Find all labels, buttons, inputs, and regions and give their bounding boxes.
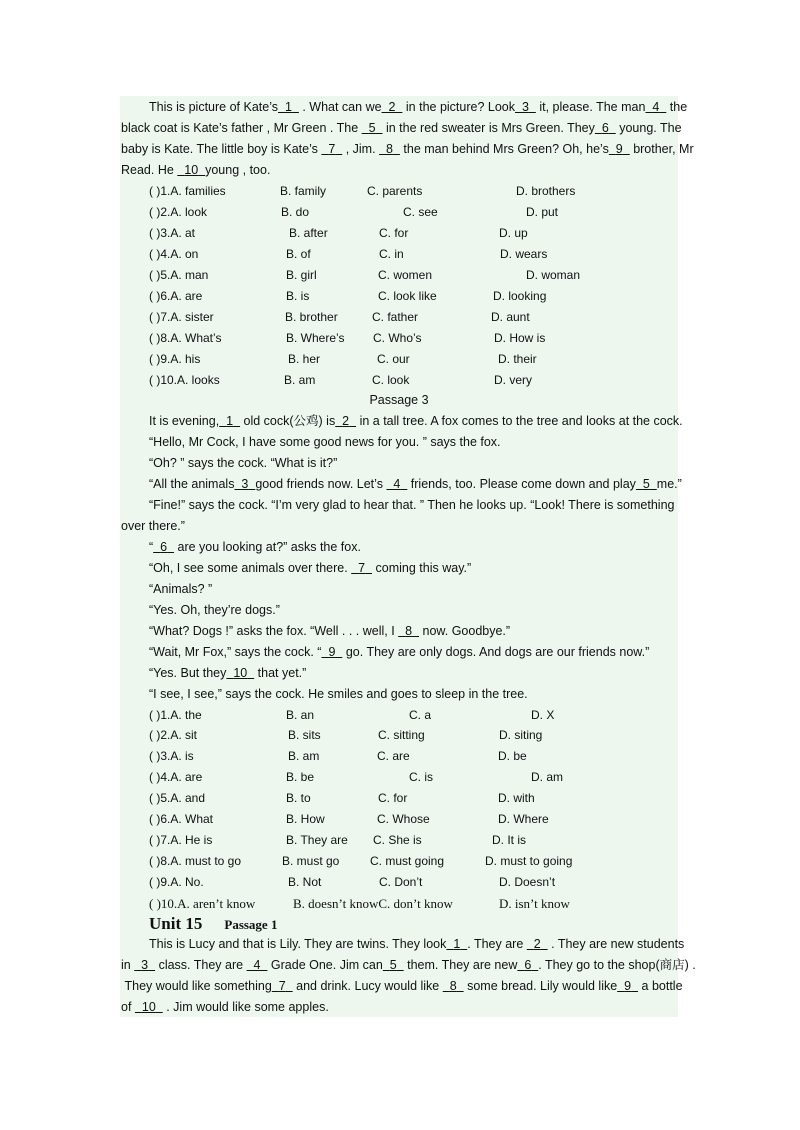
text: some bread. Lily would like [467, 979, 618, 993]
option-b: B. girl [286, 268, 317, 282]
question-row [121, 788, 677, 809]
text: This is picture of Kate’s [149, 100, 278, 114]
passage3-line-12 [121, 642, 677, 663]
question-row [121, 181, 677, 202]
text: . They are [467, 937, 524, 951]
blank-4: 4 [253, 958, 261, 972]
blank-7: 7 [278, 979, 286, 993]
question-row [121, 349, 677, 370]
blank-3: 3 [521, 100, 529, 114]
blank-2: 2 [533, 937, 541, 951]
text: are you looking at?” asks the fox. [177, 540, 361, 554]
passage3-line-3: “Oh? ” says the cock. “What is it?” [149, 456, 338, 470]
blank-5: 5 [389, 958, 397, 972]
option-d: D. X [531, 708, 555, 722]
blank-4: 4 [652, 100, 660, 114]
blank-8: 8 [405, 624, 413, 638]
option-a: ( )3.A. is [149, 749, 194, 763]
unit-heading [149, 912, 669, 936]
blank-9: 9 [615, 142, 623, 156]
passage3-line-4 [121, 474, 682, 495]
blank-10: 10 [184, 163, 199, 177]
option-d: D. wears [500, 247, 548, 261]
passage3-line-14: “I see, I see,” says the cock. He smiles and goes to sleep in the tree. [149, 687, 528, 701]
option-b: B. Where’s [286, 331, 345, 345]
option-a: ( )5.A. and [149, 791, 206, 805]
question-row [121, 851, 677, 872]
text: coming this way.” [375, 561, 472, 575]
option-c: C. for [378, 791, 408, 805]
option-c: C. our [377, 352, 410, 366]
text: friends, too. Please come down and play [410, 477, 636, 491]
blank-4: 4 [393, 477, 401, 491]
option-c: C. for [379, 226, 409, 240]
option-b: B. an [286, 708, 315, 722]
passage-title: Passage 3 [369, 393, 429, 407]
option-c: C. a [409, 708, 432, 722]
text: class. They are [158, 958, 244, 972]
passage2-line-3 [121, 139, 694, 160]
unit15-line-1 [121, 934, 685, 955]
question-row [121, 767, 677, 788]
option-b: B. am [288, 749, 320, 763]
option-a: ( )5.A. man [149, 268, 209, 282]
passage2-line-4 [121, 160, 677, 181]
question-row [121, 809, 677, 830]
text: in [121, 958, 131, 972]
text: in the picture? Look [405, 100, 515, 114]
option-b: B. to [286, 791, 311, 805]
passage3-line-7 [121, 537, 677, 558]
text: in a tall tree. A fox comes to the tree and looks at the cock. [359, 414, 683, 428]
text: . Jim would like some apples. [166, 1000, 329, 1014]
option-b: B. brother [285, 310, 338, 324]
question-row [121, 286, 677, 307]
option-a: ( )1.A. families [149, 184, 226, 198]
text: the [669, 100, 688, 114]
option-c: C. parents [367, 184, 423, 198]
unit15-line-3 [121, 976, 683, 997]
option-b-c: B. doesn’t knowC. don’t know [293, 896, 453, 911]
option-d: D. aunt [491, 310, 530, 324]
option-d: D. looking [493, 289, 547, 303]
option-b: B. do [281, 205, 310, 219]
option-c: C. look like [378, 289, 437, 303]
option-a: ( )4.A. on [149, 247, 199, 261]
question-row [121, 705, 677, 726]
passage3-line-11 [121, 621, 677, 642]
text: “All the animals [149, 477, 235, 491]
question-row [121, 830, 677, 851]
option-a: ( )8.A. must to go [149, 854, 242, 868]
blank-2: 2 [342, 414, 350, 428]
option-a: ( )7.A. He is [149, 833, 213, 847]
blank-6: 6 [160, 540, 168, 554]
question-row [121, 223, 677, 244]
option-a: ( )2.A. sit [149, 728, 198, 742]
option-c: C. see [403, 205, 438, 219]
option-d: D. with [498, 791, 535, 805]
option-b: B. her [288, 352, 321, 366]
blank-8: 8 [386, 142, 393, 156]
blank-7: 7 [328, 142, 336, 156]
option-a: ( )9.A. his [149, 352, 201, 366]
text: “What? Dogs !” asks the fox. “Well . . . well, I [149, 624, 395, 638]
text: . They are new students [551, 937, 685, 951]
passage3-line-8 [121, 558, 677, 579]
option-d: D. be [498, 749, 527, 763]
option-d: D. brothers [516, 184, 576, 198]
passage3-line-13 [121, 663, 677, 684]
option-d: D. their [498, 352, 537, 366]
blank-8: 8 [449, 979, 457, 993]
option-c: C. Who’s [373, 331, 422, 345]
option-b: B. sits [288, 728, 321, 742]
option-c: C. She is [373, 833, 422, 847]
question-row [121, 202, 677, 223]
unit-title: Unit 15 [149, 914, 203, 933]
question-row [121, 893, 677, 914]
blank-7: 7 [358, 561, 366, 575]
blank-1: 1 [453, 937, 461, 951]
text: old cock(公鸡) is [243, 414, 336, 428]
option-a: ( )8.A. What’s [149, 331, 222, 345]
text: in the red sweater is Mrs Green. They [385, 121, 595, 135]
option-d: D. must to going [485, 854, 573, 868]
question-row [121, 725, 677, 746]
text: black coat is Kate’s father , Mr Green . The [121, 121, 359, 135]
question-row [121, 746, 677, 767]
text: young , too. [205, 163, 271, 177]
text: , Jim. [345, 142, 376, 156]
text: Grade One. Jim can [270, 958, 383, 972]
text: . They go to the shop(商店) . [538, 958, 696, 972]
text: Read. He [121, 163, 174, 177]
text: of [121, 1000, 132, 1014]
blank-9: 9 [328, 645, 336, 659]
option-b: B. must go [282, 854, 340, 868]
text: “Yes. But they [149, 666, 227, 680]
text: baby is Kate. The little boy is Kate’s [121, 142, 318, 156]
option-b: B. They are [286, 833, 348, 847]
passage-title: Passage 1 [224, 917, 278, 932]
option-c: C. Don’t [379, 875, 423, 889]
option-c: C. sitting [378, 728, 425, 742]
passage2-line-2 [121, 118, 682, 139]
option-b: B. am [284, 373, 316, 387]
option-b: B. be [286, 770, 315, 784]
option-c: C. must going [370, 854, 445, 868]
option-a: ( )1.A. the [149, 708, 202, 722]
blank-3: 3 [241, 477, 249, 491]
option-a: ( )7.A. sister [149, 310, 214, 324]
passage3-line-6: over there.” [121, 519, 185, 533]
blank-9: 9 [624, 979, 632, 993]
option-a: ( )6.A. What [149, 812, 214, 826]
text: . What can we [302, 100, 382, 114]
option-a: ( )6.A. are [149, 289, 203, 303]
option-d: D. isn’t know [499, 896, 570, 911]
option-b: B. after [289, 226, 328, 240]
option-a: ( )3.A. at [149, 226, 196, 240]
text: young. The [619, 121, 682, 135]
option-d: D. very [494, 373, 533, 387]
text: They would like something [124, 979, 272, 993]
option-d: D. Where [498, 812, 549, 826]
blank-5: 5 [368, 121, 376, 135]
option-b: B. How [286, 812, 325, 826]
blank-1: 1 [284, 100, 292, 114]
option-c: C. women [378, 268, 433, 282]
question-row [121, 265, 677, 286]
text: it, please. The man [539, 100, 646, 114]
unit15-line-2 [121, 955, 696, 976]
option-a: ( )10.A. aren’t know [149, 896, 256, 911]
passage2-line-1 [121, 97, 688, 118]
blank-5: 5 [642, 477, 650, 491]
text: It is evening, [149, 414, 220, 428]
option-d: D. woman [526, 268, 581, 282]
text: and drink. Lucy would like [296, 979, 440, 993]
option-d: D. up [499, 226, 528, 240]
option-c: C. look [372, 373, 410, 387]
text: that yet.” [257, 666, 307, 680]
text: This is Lucy and that is Lily. They are twins. They look [149, 937, 447, 951]
blank-6: 6 [601, 121, 609, 135]
option-c: C. is [409, 770, 433, 784]
blank-3: 3 [141, 958, 149, 972]
unit15-line-4 [121, 997, 677, 1018]
passage3-line-5: “Fine!” says the cock. “I’m very glad to hear that. ” Then he looks up. “Look! There is something [149, 498, 675, 512]
question-row [121, 370, 677, 391]
blank-10: 10 [141, 1000, 156, 1014]
text: “Wait, Mr Fox,” says the cock. “ [149, 645, 322, 659]
text: brother, Mr [633, 142, 694, 156]
option-d: D. How is [494, 331, 546, 345]
question-row [121, 244, 677, 265]
option-b: B. family [280, 184, 327, 198]
passage3-line-2: “Hello, Mr Cock, I have some good news for you. ” says the fox. [149, 435, 501, 449]
question-row [121, 872, 677, 893]
option-d: D. put [526, 205, 559, 219]
option-c: C. father [372, 310, 419, 324]
option-b: B. is [286, 289, 310, 303]
option-a: ( )9.A. No. [149, 875, 204, 889]
passage3-line-9: “Animals? ” [149, 582, 213, 596]
option-a: ( )4.A. are [149, 770, 203, 784]
option-d: D. Doesn’t [499, 875, 556, 889]
option-d: D. siting [499, 728, 543, 742]
passage3-line-1 [121, 411, 683, 432]
option-d: D. am [531, 770, 564, 784]
option-b: B. of [286, 247, 311, 261]
text: “Oh, I see some animals over there. [149, 561, 348, 575]
option-a: ( )10.A. looks [149, 373, 220, 387]
passage3-line-10: “Yes. Oh, they’re dogs.” [149, 603, 280, 617]
text: go. They are only dogs. And dogs are our friends now.” [345, 645, 650, 659]
blank-10: 10 [233, 666, 248, 680]
text: me.” [656, 477, 682, 491]
text: a bottle [641, 979, 683, 993]
option-a: ( )2.A. look [149, 205, 208, 219]
option-c: C. in [379, 247, 404, 261]
blank-6: 6 [524, 958, 532, 972]
text: now. Goodbye.” [422, 624, 511, 638]
blank-2: 2 [388, 100, 396, 114]
option-b: B. Not [288, 875, 322, 889]
option-c: C. are [377, 749, 410, 763]
option-c: C. Whose [377, 812, 430, 826]
blank-1: 1 [226, 414, 234, 428]
question-row [121, 328, 677, 349]
text: “ [149, 540, 154, 554]
option-d: D. It is [492, 833, 527, 847]
text: good friends now. Let’s [255, 477, 383, 491]
text: the man behind Mrs Green? Oh, he’s [403, 142, 609, 156]
question-row [121, 307, 677, 328]
text: them. They are new [407, 958, 518, 972]
